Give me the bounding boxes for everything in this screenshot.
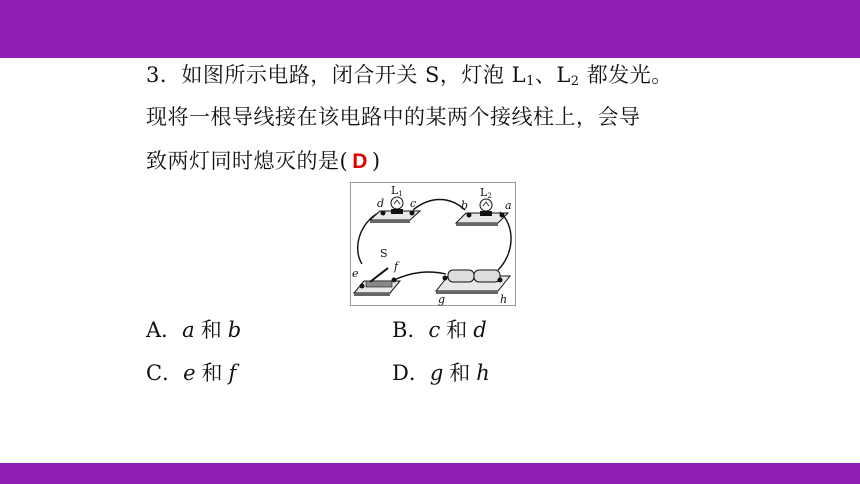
terminal-e [360, 284, 365, 289]
battery-cell-1 [448, 270, 474, 282]
answer-text: D [352, 150, 368, 173]
label-c: c [410, 197, 417, 210]
option-var-2: h [476, 361, 490, 385]
question-number: 3 [146, 63, 160, 87]
label-f: f [394, 260, 399, 273]
label-g: g [438, 293, 446, 306]
label-e: e [352, 267, 359, 280]
option-conj: 和 [446, 318, 468, 342]
terminal-a [500, 213, 505, 218]
terminal-b [467, 213, 472, 218]
option-b[interactable] [392, 315, 487, 345]
option-letter: C [146, 361, 163, 385]
circuit-figure [350, 182, 516, 306]
option-var-2: b [227, 318, 242, 342]
terminal-h [498, 278, 503, 283]
terminal-g [443, 276, 448, 281]
question-text: 现将一根导线接在该电路中的某两个接线柱上，会导 [146, 105, 641, 129]
option-var-1: e [183, 361, 196, 385]
bottom-banner [0, 463, 860, 484]
option-var-2: f [228, 361, 237, 385]
option-conj: 和 [201, 361, 223, 385]
question-text: 都发光。 [579, 63, 673, 87]
label-d: d [377, 197, 385, 210]
option-a[interactable] [146, 315, 241, 345]
option-var-2: d [473, 318, 487, 342]
label-switch: S [380, 247, 388, 260]
question-text: 、L [534, 63, 571, 87]
option-separator: ． [162, 361, 184, 385]
option-d[interactable] [392, 358, 490, 388]
terminal-f [392, 278, 397, 283]
label-l2: L2 [480, 186, 492, 200]
option-var-1: c [428, 318, 441, 342]
label-h: h [500, 293, 508, 306]
question-text: 致两灯同时熄灭的是( [146, 149, 349, 173]
question-line-1 [146, 60, 673, 97]
terminal-d [381, 211, 386, 216]
question-text: ) [371, 149, 381, 173]
option-separator: ． [161, 318, 183, 342]
option-separator: ． [408, 361, 430, 385]
option-letter: A [146, 318, 162, 342]
option-conj: 和 [200, 318, 222, 342]
question-line-2 [146, 102, 641, 132]
terminal-c [410, 211, 415, 216]
top-banner [0, 0, 860, 58]
option-var-1: g [429, 361, 444, 385]
question-text: ．如图所示电路，闭合开关 S，灯泡 L [159, 63, 527, 87]
label-a: a [505, 199, 512, 212]
battery-cell-2 [474, 270, 500, 282]
option-separator: ． [407, 318, 429, 342]
option-var-1: a [182, 318, 195, 342]
option-letter: B [392, 318, 408, 342]
option-conj: 和 [449, 361, 471, 385]
label-l1: L1 [391, 184, 403, 198]
option-c[interactable] [146, 358, 236, 388]
question-line-3 [146, 146, 381, 177]
bulb-l2 [480, 199, 492, 211]
option-letter: D [392, 361, 409, 385]
subscript: 2 [570, 74, 580, 89]
bulb-l1 [391, 197, 403, 209]
subscript: 1 [526, 74, 535, 89]
label-b: b [461, 199, 469, 212]
